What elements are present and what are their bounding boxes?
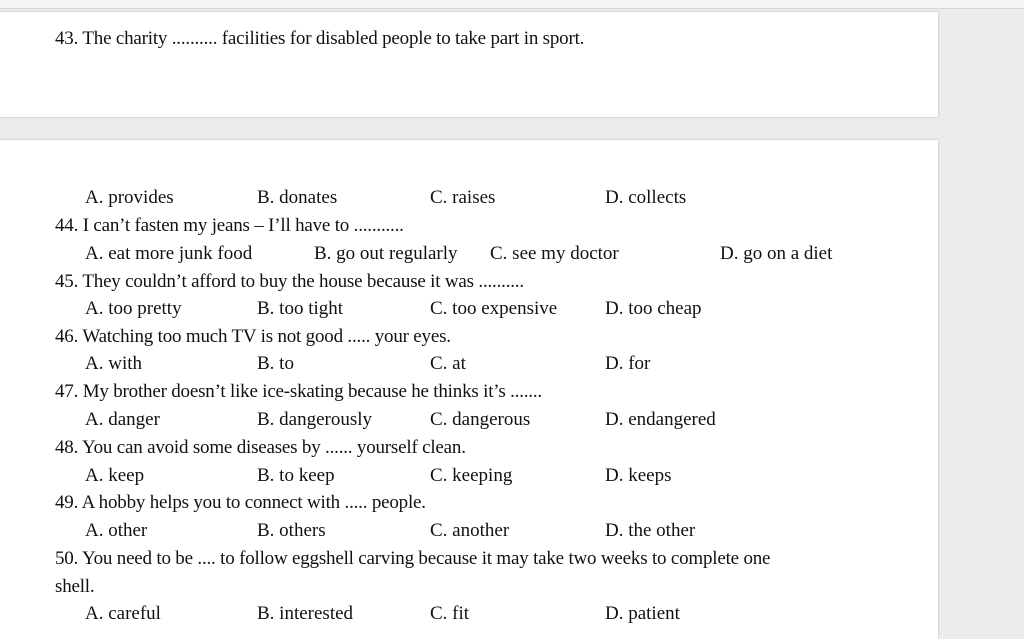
question-50-stem: 50. You need to be .... to follow eggshell carving because it may take two weeks to complete one bbox=[55, 548, 771, 569]
q48-option-c: C. keeping bbox=[430, 465, 513, 486]
q44-option-a: A. eat more junk food bbox=[85, 243, 253, 264]
q44-option-b: B. go out regularly bbox=[314, 243, 458, 264]
question-47-stem: 47. My brother doesn’t like ice-skating because he thinks it’s ....... bbox=[55, 381, 542, 402]
q46-option-c: C. at bbox=[430, 353, 466, 374]
q45-option-a: A. too pretty bbox=[85, 298, 182, 319]
q43-option-c: C. raises bbox=[430, 187, 496, 208]
q46-option-a: A. with bbox=[85, 353, 142, 374]
q46-option-d: D. for bbox=[605, 353, 651, 374]
question-43-stem: 43. The charity .......... facilities for disabled people to take part in sport. bbox=[55, 28, 585, 49]
q44-option-d: D. go on a diet bbox=[720, 243, 833, 264]
q48-option-d: D. keeps bbox=[605, 465, 672, 486]
q49-option-b: B. others bbox=[257, 520, 326, 541]
q50-option-c: C. fit bbox=[430, 603, 470, 624]
q43-option-d: D. collects bbox=[605, 187, 687, 208]
q48-option-b: B. to keep bbox=[257, 465, 335, 486]
q46-option-b: B. to bbox=[257, 353, 294, 374]
q45-option-c: C. too expensive bbox=[430, 298, 558, 319]
q45-option-b: B. too tight bbox=[257, 298, 344, 319]
q50-option-a: A. careful bbox=[85, 603, 161, 624]
q49-option-c: C. another bbox=[430, 520, 510, 541]
q43-option-a: A. provides bbox=[85, 187, 174, 208]
q47-option-c: C. dangerous bbox=[430, 409, 531, 430]
toolbar-strip bbox=[0, 0, 1024, 9]
q44-option-c: C. see my doctor bbox=[490, 243, 619, 264]
document-page-2 bbox=[0, 140, 938, 639]
question-46-stem: 46. Watching too much TV is not good ..... your eyes. bbox=[55, 326, 451, 347]
q50-option-d: D. patient bbox=[605, 603, 680, 624]
q49-option-d: D. the other bbox=[605, 520, 696, 541]
q45-option-d: D. too cheap bbox=[605, 298, 702, 319]
q47-option-d: D. endangered bbox=[605, 409, 716, 430]
q49-option-a: A. other bbox=[85, 520, 148, 541]
q43-option-b: B. donates bbox=[257, 187, 338, 208]
q47-option-b: B. dangerously bbox=[257, 409, 373, 430]
question-45-stem: 45. They couldn’t afford to buy the house because it was .......... bbox=[55, 271, 524, 292]
document-page-1 bbox=[0, 12, 938, 117]
question-48-stem: 48. You can avoid some diseases by ...... yourself clean. bbox=[55, 437, 466, 458]
question-50-stem-continued: shell. bbox=[55, 576, 95, 597]
q50-option-b: B. interested bbox=[257, 603, 354, 624]
question-44-stem: 44. I can’t fasten my jeans – I’ll have to ........... bbox=[55, 215, 404, 236]
q47-option-a: A. danger bbox=[85, 409, 160, 430]
question-49-stem: 49. A hobby helps you to connect with ..... people. bbox=[55, 492, 426, 513]
q48-option-a: A. keep bbox=[85, 465, 145, 486]
